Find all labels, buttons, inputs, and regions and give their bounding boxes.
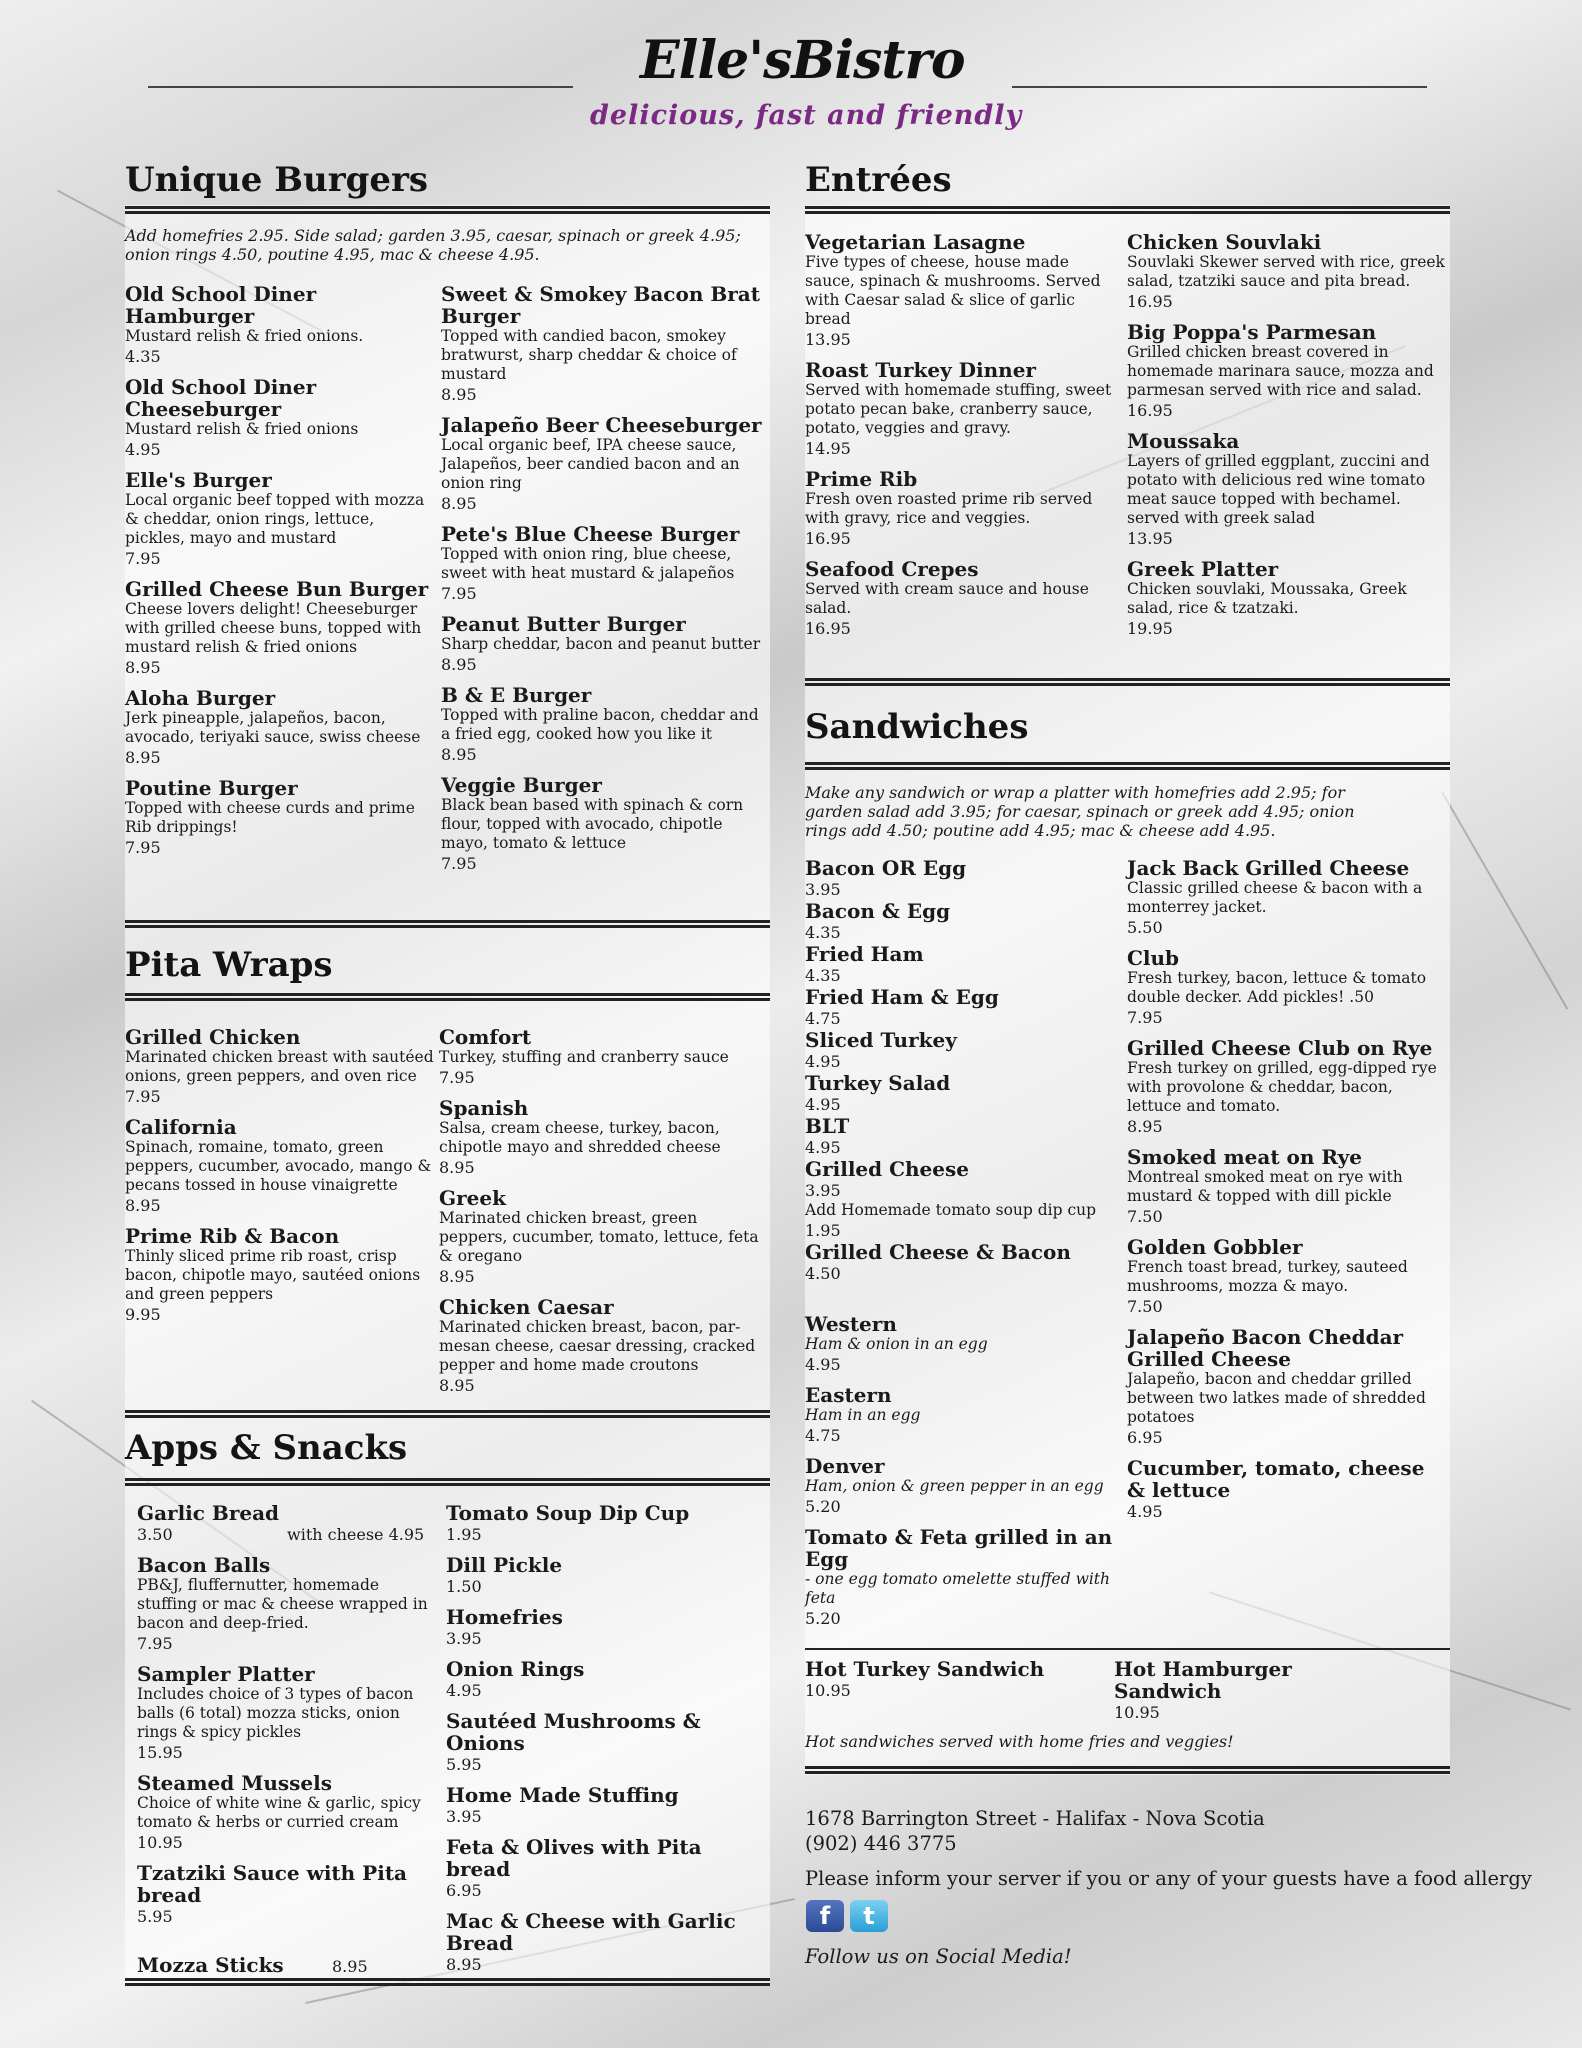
item-name: Pete's Blue Cheese Burger	[441, 522, 740, 546]
divider	[125, 1410, 770, 1418]
item-name: Big Poppa's Parmesan	[1127, 320, 1377, 344]
item-name: Prime Rib & Bacon	[125, 1224, 340, 1248]
menu-item	[805, 1313, 1125, 1375]
item-price: 7.95	[137, 1634, 173, 1653]
item-name: Jack Back Grilled Cheese	[1127, 856, 1410, 880]
item-name: Vegetarian Lasagne	[805, 230, 1026, 254]
menu-item	[446, 1658, 766, 1701]
item-price: 13.95	[805, 330, 851, 349]
item-price: 16.95	[805, 619, 851, 638]
item-name: Jalapeño Beer Cheeseburger	[441, 413, 762, 437]
menu-item	[441, 283, 771, 405]
entrees-left-col	[805, 231, 1115, 648]
facebook-icon[interactable]: f	[806, 1900, 844, 1932]
menu-item	[1127, 857, 1449, 938]
item-name: Garlic Bread	[137, 1501, 280, 1525]
menu-item	[805, 1241, 1125, 1284]
item-name: Grilled Cheese	[805, 1157, 969, 1181]
item-price: 4.95	[446, 1681, 482, 1700]
item-price: 4.35	[125, 347, 161, 366]
menu-item	[439, 1097, 769, 1178]
item-description: Classic grilled cheese & bacon with a monterrey jacket.	[1127, 879, 1423, 916]
item-price: 6.95	[1127, 1428, 1163, 1447]
menu-item	[805, 900, 1125, 943]
item-name: Bacon Balls	[137, 1553, 271, 1577]
item-description: Fresh turkey on grilled, egg-dipped rye with provolone & cheddar, bacon, lettuce and tomato.	[1127, 1059, 1437, 1115]
sandwiches-egg-col	[805, 1313, 1125, 1638]
item-price: 4.95	[125, 440, 161, 459]
item-price: 14.95	[805, 439, 851, 458]
header-rule-left	[148, 86, 573, 88]
divider	[125, 993, 770, 1001]
menu-item	[137, 1862, 437, 1927]
menu-item	[1127, 1457, 1449, 1522]
item-name: Hot Hamburger Sandwich	[1114, 1657, 1292, 1703]
item-price: 4.95	[805, 1355, 841, 1374]
wraps-right-col	[439, 1026, 769, 1405]
item-description: Mustard relish & fried onions.	[125, 327, 364, 345]
item-description: Jalapeño, bacon and cheddar grilled between two latkes made of shredded potatoes	[1127, 1370, 1426, 1426]
burgers-left-col	[125, 283, 435, 867]
section-title-burgers: Unique Burgers	[125, 160, 429, 200]
item-description: Fresh oven roasted prime rib served with gravy, rice and veggies.	[805, 490, 1093, 527]
item-name: Mac & Cheese with Garlic Bread	[446, 1909, 736, 1955]
item-price: 15.95	[137, 1743, 183, 1762]
divider	[125, 1978, 770, 1986]
item-price: 4.95	[1127, 1502, 1163, 1521]
item-name: Dill Pickle	[446, 1553, 563, 1577]
item-name: Elle's Burger	[125, 468, 272, 492]
menu-item	[1127, 1146, 1449, 1227]
item-name: Poutine Burger	[125, 776, 298, 800]
menu-item	[805, 231, 1115, 350]
item-price: 3.50	[137, 1525, 173, 1544]
item-name: Grilled Chicken	[125, 1025, 301, 1049]
item-description: Salsa, cream cheese, turkey, bacon, chipotle mayo and shredded cheese	[439, 1119, 721, 1156]
item-price: 8.95	[439, 1267, 475, 1286]
sandwiches-note: Make any sandwich or wrap a platter with homefries add 2.95; for garden salad add 3.95; for caesar, spinach or greek add 4.95; onion rings add 4.50; poutine add 4.95; mac & cheese add 4.95.	[805, 783, 1355, 840]
menu-item	[137, 1502, 437, 1545]
menu-item	[446, 1502, 766, 1545]
item-name: California	[125, 1115, 237, 1139]
item-name: Homefries	[446, 1605, 563, 1629]
divider	[125, 206, 770, 214]
item-price: 10.95	[805, 1681, 851, 1700]
item-price: 16.95	[1127, 401, 1173, 420]
menu-item	[137, 1772, 437, 1853]
item-description: Choice of white wine & garlic, spicy tomato & herbs or curried cream	[137, 1794, 421, 1831]
item-description: PB&J, fluffernutter, homemade stuffing or mac & cheese wrapped in bacon and deep-fried.	[137, 1576, 428, 1632]
item-description: Topped with candied bacon, smokey bratwurst, sharp cheddar & choice of mustard	[441, 327, 737, 383]
apps-left-col	[137, 1502, 437, 1936]
item-name: B & E Burger	[441, 683, 592, 707]
item-price: 4.95	[805, 1052, 841, 1071]
menu-item	[125, 777, 435, 858]
item-name: Steamed Mussels	[137, 1771, 332, 1795]
item-description: Fresh turkey, bacon, lettuce & tomato double decker. Add pickles! .50	[1127, 969, 1427, 1006]
item-description: Montreal smoked meat on rye with mustard & topped with dill pickle	[1127, 1168, 1403, 1205]
menu-item	[446, 1836, 766, 1901]
sandwiches-left-col	[805, 857, 1125, 1284]
sandwiches-right-col	[1127, 857, 1449, 1531]
item-price: 10.95	[137, 1833, 183, 1852]
menu-item	[805, 359, 1115, 459]
item-price: 8.95	[439, 1158, 475, 1177]
menu-item	[439, 1026, 769, 1088]
item-price: 8.95	[125, 748, 161, 767]
item-price: 8.95	[125, 1196, 161, 1215]
item-name: Tomato Soup Dip Cup	[446, 1501, 690, 1525]
menu-item	[805, 558, 1115, 639]
menu-item	[1127, 231, 1449, 312]
menu-item	[805, 1072, 1125, 1115]
item-price: 4.50	[805, 1264, 841, 1283]
item-price: 7.95	[125, 549, 161, 568]
item-name: Prime Rib	[805, 467, 918, 491]
item-description: Ham & onion in an egg	[805, 1335, 988, 1353]
menu-item	[1127, 430, 1449, 549]
item-name: Moussaka	[1127, 429, 1240, 453]
menu-item	[125, 469, 435, 569]
phone: (902) 446 3775	[805, 1832, 957, 1855]
twitter-icon[interactable]: t	[850, 1900, 888, 1932]
item-description: Sharp cheddar, bacon and peanut butter	[441, 635, 761, 653]
tagline: delicious, fast and friendly	[590, 100, 1023, 131]
menu-item	[125, 578, 435, 678]
item-description: Includes choice of 3 types of bacon balls (6 total) mozza sticks, onion rings & spicy pickles	[137, 1685, 414, 1741]
divider	[805, 762, 1450, 770]
item-description: Marinated chicken breast with sautéed onions, green peppers, and oven rice	[125, 1048, 434, 1085]
item-name: Hot Turkey Sandwich	[805, 1657, 1045, 1681]
item-price: 7.95	[439, 1068, 475, 1087]
item-description: Topped with onion ring, blue cheese, sweet with heat mustard & jalapeños	[441, 545, 735, 582]
item-name: Aloha Burger	[125, 686, 276, 710]
item-name: Grilled Cheese Club on Rye	[1127, 1036, 1433, 1060]
item-description: Thinly sliced prime rib roast, crisp bacon, chipotle mayo, sautéed onions and green peppers	[125, 1247, 421, 1303]
item-name: Roast Turkey Dinner	[805, 358, 1036, 382]
section-title-apps: Apps & Snacks	[125, 1428, 408, 1468]
section-title-entrees: Entrées	[805, 160, 952, 200]
menu-item	[125, 283, 435, 367]
item-description: Topped with praline bacon, cheddar and a fried egg, cooked how you like it	[441, 706, 759, 743]
item-name: Feta & Olives with Pita bread	[446, 1835, 702, 1881]
item-price: 7.95	[125, 1087, 161, 1106]
item-price: 7.95	[441, 584, 477, 603]
item-price: 8.95	[441, 655, 477, 674]
mozza-sticks-row	[137, 1954, 437, 1977]
item-name: Old School Diner Cheeseburger	[125, 375, 317, 421]
item-price: 4.75	[805, 1426, 841, 1445]
menu-item	[446, 1554, 766, 1597]
item-name: Onion Rings	[446, 1657, 585, 1681]
item-extra: Add Homemade tomato soup dip cup	[805, 1201, 1097, 1219]
item-price: 9.95	[125, 1305, 161, 1324]
menu-item	[439, 1296, 769, 1396]
menu-item	[125, 1225, 435, 1325]
item-description: Turkey, stuffing and cranberry sauce	[439, 1048, 729, 1066]
item-name: Jalapeño Bacon Cheddar Grilled Cheese	[1127, 1325, 1404, 1371]
item-price: 3.95	[446, 1629, 482, 1648]
burgers-note: Add homefries 2.95. Side salad; garden 3.95, caesar, spinach or greek 4.95; onion rings 4.50, poutine 4.95, mac & cheese 4.95.	[125, 226, 741, 264]
entrees-right-col	[1127, 231, 1449, 648]
item-name: Chicken Caesar	[439, 1295, 614, 1319]
item-price: 5.95	[446, 1755, 482, 1774]
item-description: Layers of grilled eggplant, zuccini and potato with delicious red wine tomato meat sauce topped with bechamel. served with greek salad	[1127, 452, 1430, 527]
item-name: Spanish	[439, 1096, 529, 1120]
allergy-notice: Please inform your server if you or any of your guests have a food allergy	[805, 1867, 1532, 1890]
menu-item	[1127, 1326, 1449, 1448]
burgers-right-col	[441, 283, 771, 883]
item-price	[137, 1524, 437, 1545]
menu-item	[439, 1187, 769, 1287]
item-description: Ham in an egg	[805, 1406, 921, 1424]
item-description: Cheese lovers delight! Cheeseburger with grilled cheese buns, topped with mustard relish & fried onions	[125, 600, 422, 656]
item-name: Denver	[805, 1454, 885, 1478]
item-price: 7.50	[1127, 1207, 1163, 1226]
item-price: 4.35	[805, 966, 841, 985]
section-title-wraps: Pita Wraps	[125, 945, 333, 985]
menu-item	[805, 1384, 1125, 1446]
item-description: Served with homemade stuffing, sweet potato pecan bake, cranberry sauce, potato, veggies and gravy.	[805, 381, 1112, 437]
item-name: Grilled Cheese Bun Burger	[125, 577, 429, 601]
menu-item	[1127, 947, 1449, 1028]
item-description: Chicken souvlaki, Moussaka, Greek salad, rice & tzatzaki.	[1127, 580, 1407, 617]
item-description: Souvlaki Skewer served with rice, greek salad, tzatziki sauce and pita bread.	[1127, 253, 1445, 290]
hot-note: Hot sandwiches served with home fries and veggies!	[805, 1732, 1234, 1751]
item-price: 7.95	[441, 854, 477, 873]
item-description: French toast bread, turkey, sauteed mushrooms, mozza & mayo.	[1127, 1258, 1408, 1295]
item-name: Mozza Sticks	[137, 1953, 284, 1977]
item-name: Greek Platter	[1127, 557, 1279, 581]
item-price: 8.95	[1127, 1117, 1163, 1136]
item-price: 8.95	[441, 385, 477, 404]
item-description: Topped with cheese curds and prime Rib drippings!	[125, 799, 415, 836]
menu-item	[125, 1116, 435, 1216]
item-name: Greek	[439, 1186, 506, 1210]
item-price: 7.50	[1127, 1297, 1163, 1316]
item-description: Marinated chicken breast, bacon, par-mesan cheese, caesar dressing, cracked pepper and home made croutons	[439, 1318, 756, 1374]
item-description: Marinated chicken breast, green peppers, cucumber, tomato, lettuce, feta & oregano	[439, 1209, 759, 1265]
wraps-left-col	[125, 1026, 435, 1334]
social-text: Follow us on Social Media!	[805, 1945, 1072, 1968]
menu-item	[125, 687, 435, 768]
item-description: Local organic beef, IPA cheese sauce, Jalapeños, beer candied bacon and an onion ring	[441, 436, 740, 492]
item-name: Eastern	[805, 1383, 892, 1407]
item-name: Chicken Souvlaki	[1127, 230, 1322, 254]
menu-item	[1127, 558, 1449, 639]
item-price: 6.95	[446, 1881, 482, 1900]
divider	[805, 1648, 1450, 1650]
item-extra-price: 1.95	[805, 1221, 841, 1240]
item-name: Bacon & Egg	[805, 899, 951, 923]
menu-item	[805, 943, 1125, 986]
item-name: Tomato & Feta grilled in an Egg	[805, 1525, 1113, 1571]
item-description: Ham, onion & green pepper in an egg	[805, 1477, 1104, 1495]
item-name: Peanut Butter Burger	[441, 612, 686, 636]
item-price: 8.95	[439, 1376, 475, 1395]
item-name: Veggie Burger	[441, 773, 602, 797]
item-name: Sliced Turkey	[805, 1028, 957, 1052]
menu-item	[805, 1115, 1125, 1158]
menu-item	[137, 1663, 437, 1763]
item-description: Five types of cheese, house made sauce, spinach & mushrooms. Served with Caesar salad & slice of garlic bread	[805, 253, 1101, 328]
hot-sandwich-1	[805, 1658, 1105, 1701]
item-price: 1.50	[446, 1577, 482, 1596]
item-price: 5.95	[137, 1907, 173, 1926]
item-price: 8.95	[441, 494, 477, 513]
menu-item	[805, 1526, 1125, 1629]
menu-item	[805, 468, 1115, 549]
item-price: 7.95	[125, 838, 161, 857]
item-name: Cucumber, tomato, cheese & lettuce	[1127, 1456, 1425, 1502]
divider	[125, 1478, 770, 1486]
menu-item	[441, 774, 771, 874]
hot-sandwich-2	[1114, 1658, 1314, 1723]
header-rule-right	[1012, 86, 1427, 88]
item-name: Seafood Crepes	[805, 557, 979, 581]
item-price: 4.95	[805, 1138, 841, 1157]
menu-item	[805, 986, 1125, 1029]
menu-item	[441, 684, 771, 765]
section-title-sandwiches: Sandwiches	[805, 707, 1029, 747]
item-description: Grilled chicken breast covered in homemade marinara sauce, mozza and parmesan served with rice and salad.	[1127, 343, 1434, 399]
item-price: 4.35	[805, 923, 841, 942]
menu-item	[1127, 321, 1449, 421]
item-name: Golden Gobbler	[1127, 1235, 1303, 1259]
item-price: 5.20	[805, 1497, 841, 1516]
item-name: BLT	[805, 1114, 850, 1138]
address: 1678 Barrington Street - Halifax - Nova Scotia	[805, 1807, 1265, 1830]
item-price: 4.75	[805, 1009, 841, 1028]
divider	[805, 206, 1450, 214]
menu-item	[137, 1554, 437, 1654]
item-name: Sweet & Smokey Bacon Brat Burger	[441, 282, 760, 328]
menu-item	[441, 414, 771, 514]
item-name: Fried Ham	[805, 942, 924, 966]
menu-item	[125, 376, 435, 460]
item-name: Smoked meat on Rye	[1127, 1145, 1362, 1169]
item-name: Western	[805, 1312, 897, 1336]
item-price: 3.95	[805, 880, 841, 899]
divider	[805, 678, 1450, 686]
menu-item	[446, 1784, 766, 1827]
item-name: Comfort	[439, 1025, 532, 1049]
item-name: Fried Ham & Egg	[805, 985, 999, 1009]
item-price: 1.95	[446, 1525, 482, 1544]
menu-item	[446, 1710, 766, 1775]
item-description: Mustard relish & fried onions	[125, 420, 359, 438]
item-name: Tzatziki Sauce with Pita bread	[137, 1861, 408, 1907]
item-name: Sautéed Mushrooms & Onions	[446, 1709, 701, 1755]
menu-item	[125, 1026, 435, 1107]
menu-item	[1127, 1236, 1449, 1317]
item-price: 8.95	[332, 1957, 368, 1976]
item-price: 16.95	[805, 529, 851, 548]
menu-item	[805, 1029, 1125, 1072]
item-description: - one egg tomato omelette stuffed with feta	[805, 1570, 1111, 1607]
bistro-logo: Elle'sBistro	[640, 30, 965, 91]
item-name: Home Made Stuffing	[446, 1783, 679, 1807]
item-price: 13.95	[1127, 529, 1173, 548]
apps-right-col	[446, 1502, 766, 1984]
item-price: 8.95	[446, 1955, 482, 1974]
item-name: Old School Diner Hamburger	[125, 282, 317, 328]
item-price: 16.95	[1127, 292, 1173, 311]
item-price: 7.95	[1127, 1008, 1163, 1027]
item-price: 10.95	[1114, 1703, 1160, 1722]
item-name: Turkey Salad	[805, 1071, 951, 1095]
item-price: 3.95	[446, 1807, 482, 1826]
item-name: Sampler Platter	[137, 1662, 315, 1686]
item-name: Club	[1127, 946, 1180, 970]
menu-item	[441, 613, 771, 675]
item-description: Jerk pineapple, jalapeños, bacon, avocado, teriyaki sauce, swiss cheese	[125, 709, 421, 746]
item-price: 4.95	[805, 1095, 841, 1114]
item-extra: with cheese 4.95	[287, 1525, 425, 1544]
item-description: Served with cream sauce and house salad.	[805, 580, 1089, 617]
item-name: Bacon OR Egg	[805, 856, 967, 880]
menu-item	[805, 1158, 1125, 1241]
item-price: 8.95	[125, 658, 161, 677]
item-price: 8.95	[441, 745, 477, 764]
item-price: 19.95	[1127, 619, 1173, 638]
item-price: 3.95	[805, 1181, 841, 1200]
item-price: 5.20	[805, 1609, 841, 1628]
menu-item	[1127, 1037, 1449, 1137]
menu-item	[441, 523, 771, 604]
menu-item	[805, 1455, 1125, 1517]
divider	[125, 920, 770, 928]
item-description: Local organic beef topped with mozza & cheddar, onion rings, lettuce, pickles, mayo and mustard	[125, 491, 425, 547]
item-description: Spinach, romaine, tomato, green peppers, cucumber, avocado, mango & pecans tossed in house vinaigrette	[125, 1138, 432, 1194]
menu-item	[446, 1606, 766, 1649]
menu-item	[805, 857, 1125, 900]
item-description: Black bean based with spinach & corn flour, topped with avocado, chipotle mayo, tomato & lettuce	[441, 796, 744, 852]
item-name: Grilled Cheese & Bacon	[805, 1240, 1071, 1264]
menu-item	[446, 1910, 766, 1975]
divider	[805, 1766, 1450, 1774]
item-price: 5.50	[1127, 918, 1163, 937]
